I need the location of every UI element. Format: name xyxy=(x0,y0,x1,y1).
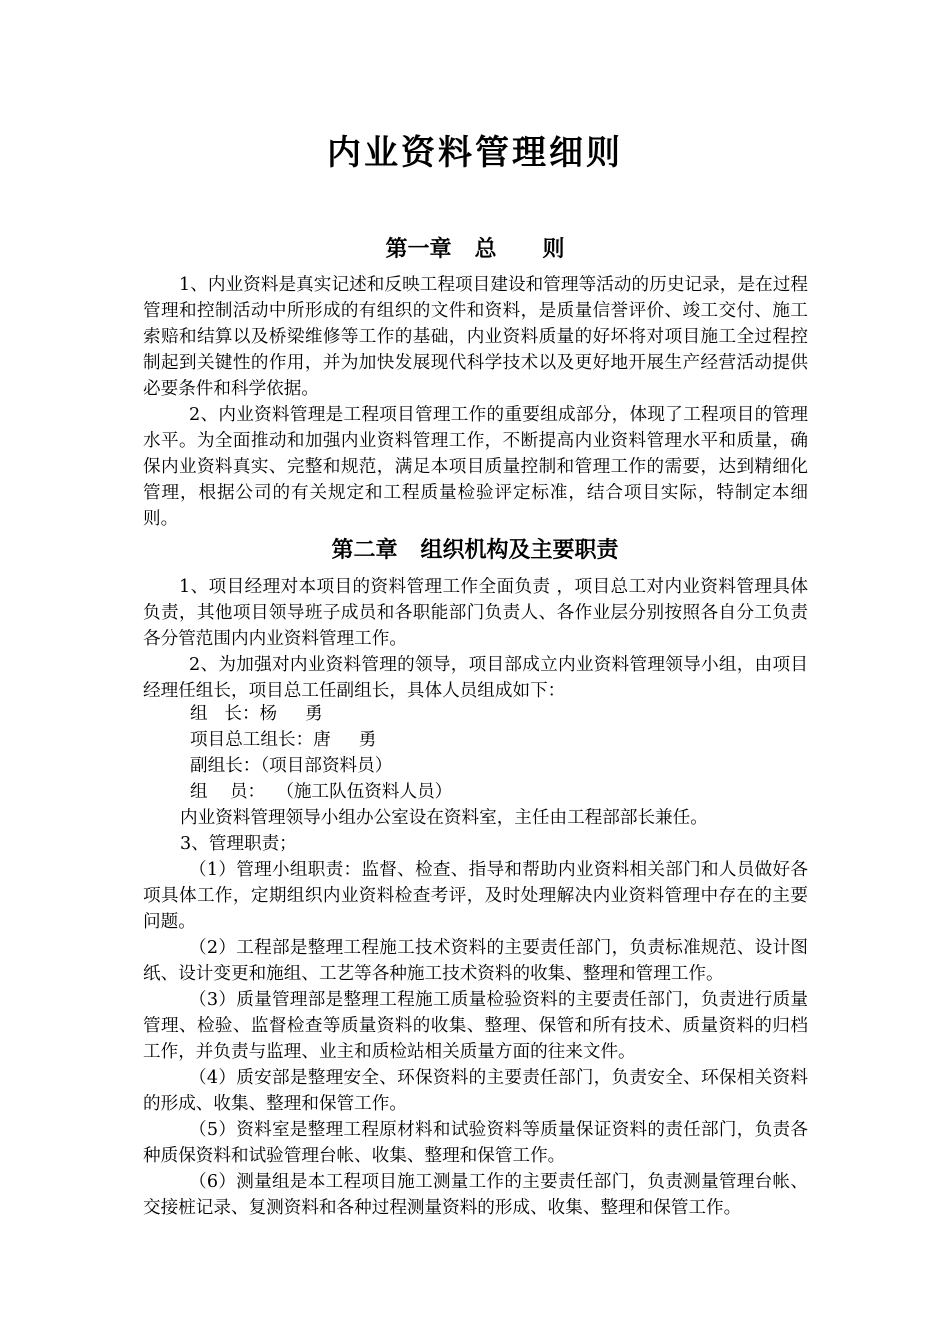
member-deputy: 副组长：（项目部资料员） xyxy=(190,756,393,776)
duty-2: （2）工程部是整理工程施工技术资料的主要责任部门，负责标准规范、设计图纸、设计变更和施组、工艺等各种施工技术资料的收集、整理和管理工作。 xyxy=(143,938,808,984)
duty-6: （6）测量组是本工程项目施工测量工作的主要责任部门，负责测量管理台帐、交接桩记录、复测资料和各种过程测量资料的形成、收集、整理和保管工作。 xyxy=(143,1172,808,1218)
member-leader: 组 长：杨 勇 xyxy=(190,704,323,724)
chapter-2-paragraph-2: 2、为加强对内业资料管理的领导，项目部成立内业资料管理领导小组，由项目经理任组长，项目总工任副组长，具体人员组成如下： xyxy=(143,655,808,701)
office-note: 内业资料管理领导小组办公室设在资料室，主任由工程部部长兼任。 xyxy=(180,808,708,828)
duty-5: （5）资料室是整理工程原材料和试验资料等质量保证资料的责任部门，负责各种质保资料和试验管理台帐、收集、整理和保管工作。 xyxy=(143,1120,808,1166)
chapter-1-heading: 第一章 总 则 xyxy=(385,236,565,262)
chapter-2-heading: 第二章 组织机构及主要职责 xyxy=(331,537,619,563)
member-staff: 组 员： （施工队伍资料人员） xyxy=(190,782,453,802)
duty-1: （1）管理小组职责：监督、检查、指导和帮助内业资料相关部门和人员做好各项具体工作，定期组织内业资料检查考评，及时处理解决内业资料管理中存在的主要问题。 xyxy=(143,860,808,932)
document-title: 内业资料管理细则 xyxy=(327,133,623,173)
member-chief-engineer: 项目总工组长：唐 勇 xyxy=(190,730,377,750)
chapter-1-paragraph-1: 1、内业资料是真实记述和反映工程项目建设和管理等活动的历史记录，是在过程管理和控制活动中所形成的有组织的文件和资料，是质量信誉评价、竣工交付、施工索赔和结算以及桥梁维修等工作的基础，内业资料质量的好坏将对项目施工全过程控制起到关键性的作用，并为加快发展现代科学技术以及更好地开展生产经营活动提供必要条件和科学依据。 xyxy=(143,275,808,399)
duties-heading: 3、管理职责； xyxy=(180,834,297,854)
duty-4: （4）质安部是整理安全、环保资料的主要责任部门，负责安全、环保相关资料的形成、收集、整理和保管工作。 xyxy=(143,1068,808,1114)
chapter-2-paragraph-1: 1、项目经理对本项目的资料管理工作全面负责 ，项目总工对内业资料管理具体负责，其他项目领导班子成员和各职能部门负责人、各作业层分别按照各自分工负责各分管范围内内业资料管理工作。 xyxy=(143,577,808,649)
duty-3: （3）质量管理部是整理工程施工质量检验资料的主要责任部门，负责进行质量管理、检验、监督检查等质量资料的收集、整理、保管和所有技术、质量资料的归档工作，并负责与监理、业主和质检站相关质量方面的往来文件。 xyxy=(143,990,808,1062)
chapter-1-paragraph-2: 2、内业资料管理是工程项目管理工作的重要组成部分，体现了工程项目的管理水平。为全面推动和加强内业资料管理工作，不断提高内业资料管理水平和质量，确保内业资料真实、完整和规范，满足本项目质量控制和管理工作的需要，达到精细化管理，根据公司的有关规定和工程质量检验评定标准，结合项目实际，特制定本细则。 xyxy=(143,405,808,529)
